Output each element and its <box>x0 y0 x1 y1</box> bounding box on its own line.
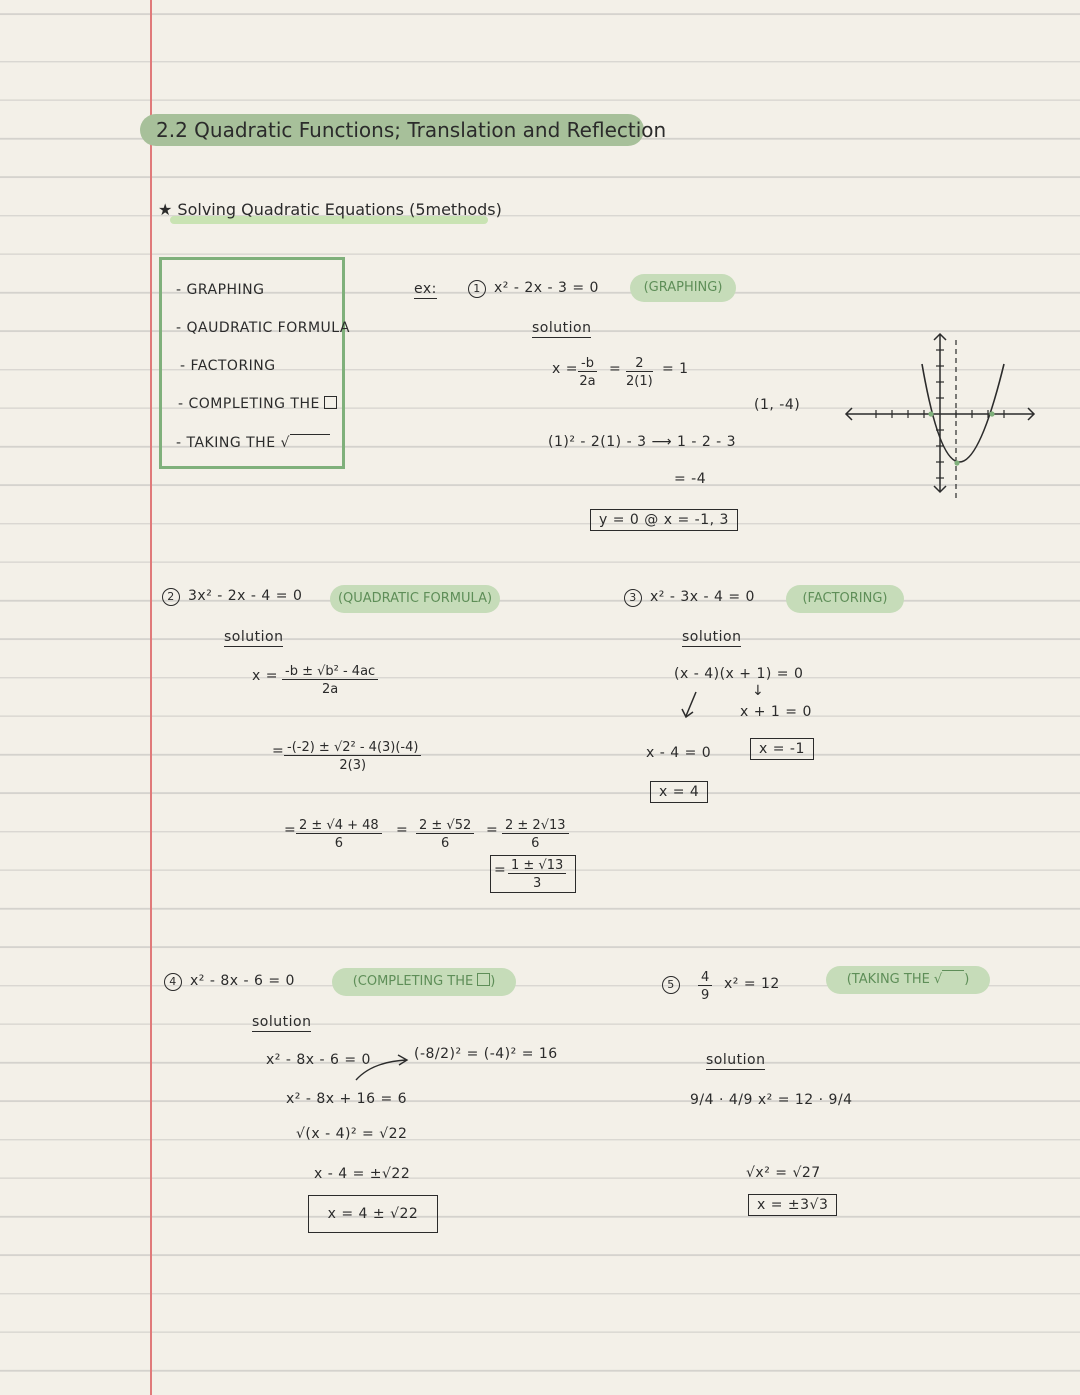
ex2-method-pill: (QUADRATIC FORMULA) <box>330 585 500 613</box>
ex4-line4: x - 4 = ±√22 <box>314 1166 411 1182</box>
ex2-step4-den: 6 <box>531 836 540 851</box>
ex3-ans-right: x = -1 <box>750 738 814 760</box>
ex3-arrow-right: ↓ <box>752 683 765 699</box>
ex1-vertex-frac <box>578 356 597 389</box>
ex1-solution-label: solution <box>532 320 592 336</box>
ex2-step3-prefix: = <box>396 822 409 838</box>
page-title: 2.2 Quadratic Functions; Translation and Reflection <box>140 114 644 146</box>
ex3-solution-label: solution <box>682 629 742 645</box>
ex1-equation: x² - 2x - 3 = 0 <box>494 280 599 296</box>
ex5-method-pill <box>826 966 990 994</box>
ex5-coef-den: 9 <box>701 988 710 1003</box>
ex5-method-label: (TAKING THE √ <box>846 972 943 987</box>
ex1-vertex-den2: 2(1) <box>626 374 653 389</box>
ex2-step1-frac <box>284 740 421 773</box>
radical-bar <box>942 970 964 971</box>
ex3-factored: (x - 4)(x + 1) = 0 <box>674 666 804 682</box>
radical-bar <box>290 434 330 435</box>
ex2-step3-den: 6 <box>440 836 450 851</box>
ex1-vertex-num2: 2 <box>626 356 653 372</box>
ex2-step4-prefix: = <box>486 822 499 838</box>
ex5-solution-label: solution <box>706 1052 766 1068</box>
ex2-step2-den: 6 <box>334 836 343 851</box>
ex2-step2-frac <box>296 818 382 851</box>
root-point-right <box>989 411 994 416</box>
ex3-number: 3 <box>624 589 642 607</box>
ex3-eq-left: x - 4 = 0 <box>646 745 712 761</box>
ex4-side-arrow <box>352 1054 412 1084</box>
ex3-equation-row <box>624 589 755 607</box>
ex2-step1-den: 2(3) <box>339 758 367 773</box>
ex2-equation-row <box>162 588 302 606</box>
ex4-method-pill <box>332 968 516 996</box>
ex2-answer-frac <box>508 858 566 891</box>
ex-label: ex: <box>414 281 437 297</box>
ex2-equation: 3x² - 2x - 4 = 0 <box>188 588 303 604</box>
ex5-number: 5 <box>662 976 680 994</box>
ex2-formula-num: -b ± √b² - 4ac <box>282 664 378 680</box>
ex2-answer-prefix: = <box>494 862 507 878</box>
ex5-coef-frac <box>698 970 712 1003</box>
ex5-method-close: ) <box>964 972 970 987</box>
ex5-number-wrap <box>662 976 688 994</box>
vertex-point <box>954 460 959 465</box>
ex2-step2-prefix: = <box>284 822 297 838</box>
ex1-number: 1 <box>468 280 486 298</box>
ex2-formula-frac <box>282 664 378 697</box>
ex2-solution-label: solution <box>224 629 284 645</box>
square-icon <box>324 396 337 409</box>
ex2-formula-lhs: x = <box>252 668 278 684</box>
method-completing-label: - COMPLETING THE <box>178 396 320 412</box>
ex3-arrow-left <box>680 690 700 720</box>
ex4-line2: x² - 8x + 16 = 6 <box>286 1091 408 1107</box>
method-quadratic-formula: - QAUDRATIC FORMULA <box>176 320 351 336</box>
method-root-label: - TAKING THE √ <box>176 435 290 451</box>
square-icon <box>477 973 490 986</box>
ex2-step1-num: -(-2) ± √2² - 4(3)(-4) <box>284 740 421 756</box>
parabola-graph <box>842 330 1038 500</box>
ex5-answer-box: x = ±3√3 <box>748 1194 837 1216</box>
ex4-equation-row <box>164 973 295 991</box>
method-graphing: - GRAPHING <box>176 282 265 298</box>
ex1-vertex-den: 2a <box>579 374 596 389</box>
ex4-answer-box: x = 4 ± √22 <box>308 1195 438 1233</box>
ex2-answer-den: 3 <box>532 876 542 891</box>
ex2-answer-num: 1 ± √13 <box>508 858 566 874</box>
ex1-vertex-num: -b <box>578 356 597 372</box>
ex4-line3: √(x - 4)² = √22 <box>296 1126 408 1142</box>
ex1-equation-row <box>468 280 599 298</box>
ex1-answer-box: y = 0 @ x = -1, 3 <box>590 509 738 531</box>
ex2-step3-frac <box>416 818 474 851</box>
ex4-method-close: ) <box>490 974 496 989</box>
ex4-line1: x² - 8x - 6 = 0 <box>266 1052 371 1068</box>
ex2-formula-den: 2a <box>321 682 339 697</box>
ex2-step2-num: 2 ± √4 + 48 <box>296 818 382 834</box>
ex2-step3-num: 2 ± √52 <box>416 818 474 834</box>
ex5-coef-num: 4 <box>698 970 712 986</box>
ex1-vertex-point: (1, -4) <box>754 397 801 413</box>
ex2-step1-prefix: = <box>272 743 285 759</box>
method-factoring: - FACTORING <box>180 358 276 374</box>
ex4-solution-label: solution <box>252 1014 312 1030</box>
ex2-number: 2 <box>162 588 180 606</box>
ex1-plug-result: = -4 <box>674 471 707 487</box>
margin-line <box>150 0 152 1395</box>
method-taking-root <box>176 434 330 451</box>
root-point-left <box>928 411 933 416</box>
section-heading: ★ Solving Quadratic Equations (5methods) <box>158 200 502 219</box>
ex4-method-label: (COMPLETING THE <box>352 974 474 989</box>
ex1-eq-sign: = <box>609 361 622 377</box>
ex4-side-calc: (-8/2)² = (-4)² = 16 <box>414 1046 558 1062</box>
ex3-method-pill: (FACTORING) <box>786 585 904 613</box>
ex1-vertex-lhs: x = <box>552 361 578 377</box>
ex3-eq-right: x + 1 = 0 <box>740 704 812 720</box>
ex5-line2: √x² = √27 <box>746 1165 821 1181</box>
ex4-number: 4 <box>164 973 182 991</box>
ex1-vertex-frac2 <box>626 356 653 389</box>
ex3-equation: x² - 3x - 4 = 0 <box>650 589 755 605</box>
ex2-step4-frac <box>502 818 569 851</box>
ex1-vertex-result: = 1 <box>662 361 689 377</box>
ex1-method-pill: (GRAPHING) <box>630 274 736 302</box>
ex5-line1: 9/4 · 4/9 x² = 12 · 9/4 <box>690 1092 853 1108</box>
ex4-equation: x² - 8x - 6 = 0 <box>190 973 295 989</box>
ex3-ans-left: x = 4 <box>650 781 708 803</box>
ex5-equation-rest: x² = 12 <box>724 976 780 992</box>
method-completing-square <box>178 396 337 412</box>
ex1-plug: (1)² - 2(1) - 3 ⟶ 1 - 2 - 3 <box>548 434 737 450</box>
ex2-step4-num: 2 ± 2√13 <box>502 818 569 834</box>
